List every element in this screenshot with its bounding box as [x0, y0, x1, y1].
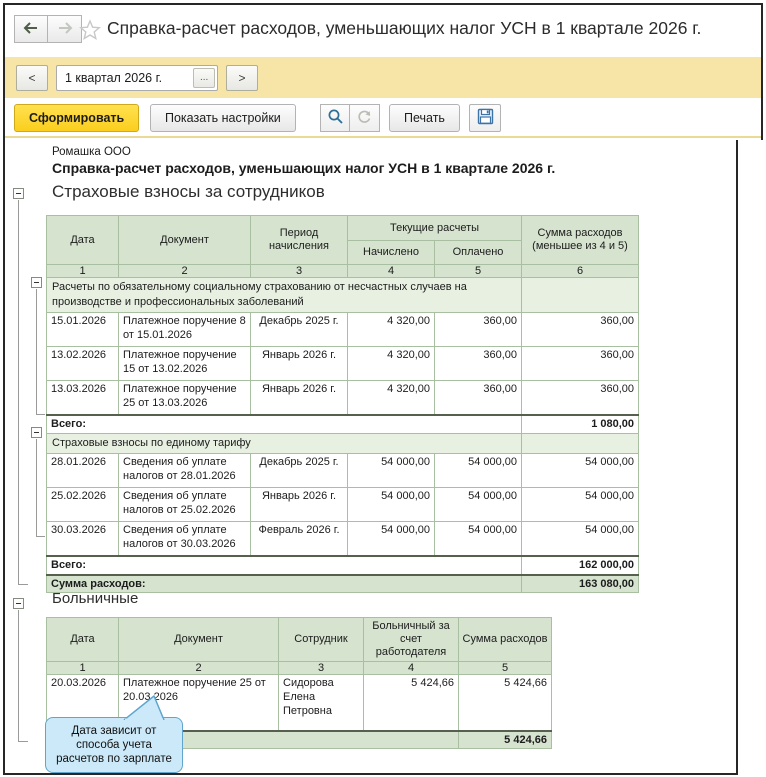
sum-value-cell: 163 080,00	[522, 575, 639, 593]
column-number: 3	[251, 265, 348, 278]
tree-line	[18, 741, 28, 742]
column-number: 1	[47, 662, 119, 675]
callout-bubble: Дата зависит от способа учета расчетов по зарплате	[45, 717, 183, 773]
find-next-button[interactable]	[350, 104, 380, 132]
tree-line	[18, 200, 19, 584]
date-cell: 20.03.2026	[47, 675, 119, 732]
period-next-button[interactable]: >	[226, 65, 258, 91]
back-button[interactable]	[14, 15, 48, 43]
period-cell: Январь 2026 г.	[251, 381, 348, 416]
document-cell: Сведения об уплате налогов от 25.02.2026	[119, 488, 251, 522]
column-number: 6	[522, 265, 639, 278]
col-header-current: Текущие расчеты	[348, 216, 522, 241]
column-number: 2	[119, 662, 279, 675]
contributions-table	[46, 215, 639, 593]
table-row	[47, 454, 639, 488]
group-header-row	[47, 434, 639, 454]
table-row	[47, 522, 639, 557]
paid-cell: 54 000,00	[435, 488, 522, 522]
accrued-cell: 4 320,00	[348, 347, 435, 381]
paid-cell: 54 000,00	[435, 522, 522, 557]
group-title-cell: Расчеты по обязательному социальному страхованию от несчастных случаев на производстве и профессиональных заболеваний	[47, 278, 522, 313]
date-cell: 25.02.2026	[47, 488, 119, 522]
collapse-group2-icon[interactable]	[31, 427, 42, 438]
arrow-left-icon	[22, 22, 40, 37]
paid-cell: 360,00	[435, 381, 522, 416]
search-icon	[327, 108, 344, 128]
sum-label-cell: Сумма расходов:	[47, 575, 522, 593]
paid-cell: 360,00	[435, 347, 522, 381]
amount-cell: 360,00	[522, 313, 639, 347]
total-label-cell: Всего:	[47, 415, 522, 434]
total-value-cell: 1 080,00	[522, 415, 639, 434]
table-row	[47, 381, 639, 416]
favorite-star-icon[interactable]	[79, 19, 101, 46]
group-empty-cell	[522, 434, 639, 454]
col-header-employee: Сотрудник	[279, 618, 364, 662]
column-numbers-row	[47, 265, 639, 278]
report-title: Справка-расчет расходов, уменьшающих налог УСН в 1 квартале 2026 г.	[52, 160, 556, 176]
date-cell: 13.03.2026	[47, 381, 119, 416]
search-button-group	[320, 104, 380, 132]
collapse-group1-icon[interactable]	[31, 277, 42, 288]
col-header-paid: Оплачено	[435, 241, 522, 265]
amount-cell: 360,00	[522, 347, 639, 381]
col-header-period: Период начисления	[251, 216, 348, 265]
column-number: 2	[119, 265, 251, 278]
date-cell: 13.02.2026	[47, 347, 119, 381]
tree-line	[36, 414, 45, 415]
group-title-cell: Страховые взносы по единому тарифу	[47, 434, 522, 454]
group-empty-cell	[522, 278, 639, 313]
period-bar	[5, 57, 761, 98]
amount-cell: 54 000,00	[522, 522, 639, 557]
accrued-cell: 54 000,00	[348, 454, 435, 488]
column-number: 5	[459, 662, 552, 675]
document-cell: Сведения об уплате налогов от 30.03.2026	[119, 522, 251, 557]
paid-cell: 360,00	[435, 313, 522, 347]
circular-arrow-icon	[356, 108, 373, 128]
section-heading-contributions: Страховые взносы за сотрудников	[52, 182, 325, 201]
col-header-document: Документ	[119, 216, 251, 265]
amount-cell: 360,00	[522, 381, 639, 416]
document-cell: Сведения об уплате налогов от 28.01.2026	[119, 454, 251, 488]
column-number: 1	[47, 265, 119, 278]
date-cell: 30.03.2026	[47, 522, 119, 557]
window-border-bottom	[3, 773, 738, 775]
print-button[interactable]: Печать	[389, 104, 460, 132]
document-cell: Платежное поручение 25 от 20.03.2026	[119, 675, 279, 732]
callout-tail	[118, 694, 170, 725]
show-settings-button[interactable]: Показать настройки	[150, 104, 296, 132]
table-row	[47, 313, 639, 347]
collapse-sickleave-icon[interactable]	[13, 598, 24, 609]
group-total-row	[47, 415, 639, 434]
collapse-contributions-icon[interactable]	[13, 188, 24, 199]
accrued-cell: 4 320,00	[348, 381, 435, 416]
page-title: Справка-расчет расходов, уменьшающих налог УСН в 1 квартале 2026 г.	[107, 18, 702, 38]
employee-cell: Сидорова Елена Петровна	[279, 675, 364, 732]
search-button[interactable]	[320, 104, 350, 132]
period-more-button[interactable]: ...	[193, 68, 215, 88]
period-cell: Декабрь 2025 г.	[251, 454, 348, 488]
date-cell: 15.01.2026	[47, 313, 119, 347]
company-name: Ромашка ООО	[52, 146, 131, 158]
accrued-cell: 54 000,00	[348, 488, 435, 522]
accrued-cell: 54 000,00	[348, 522, 435, 557]
forward-button[interactable]	[48, 15, 82, 43]
command-bar	[5, 98, 761, 138]
period-cell: Январь 2026 г.	[251, 347, 348, 381]
column-number: 5	[435, 265, 522, 278]
column-number: 4	[348, 265, 435, 278]
history-nav	[14, 15, 82, 43]
period-cell: Январь 2026 г.	[251, 488, 348, 522]
amount-cell: 54 000,00	[522, 488, 639, 522]
employer-part-cell: 5 424,66	[364, 675, 459, 732]
column-number: 3	[279, 662, 364, 675]
document-cell: Платежное поручение 15 от 13.02.2026	[119, 347, 251, 381]
amount-cell: 5 424,66	[459, 675, 552, 732]
col-header-amount: Сумма расходов (меньшее из 4 и 5)	[522, 216, 639, 265]
total-value-cell: 5 424,66	[459, 731, 552, 749]
amount-cell: 54 000,00	[522, 454, 639, 488]
document-cell: Платежное поручение 8 от 15.01.2026	[119, 313, 251, 347]
column-numbers-row	[47, 662, 552, 675]
tree-line	[18, 584, 28, 585]
report-area	[5, 140, 736, 773]
col-header-employer-part: Больничный за счет работодателя	[364, 618, 459, 662]
save-button[interactable]	[469, 104, 501, 132]
arrow-right-icon	[56, 22, 74, 37]
date-cell: 28.01.2026	[47, 454, 119, 488]
tree-line	[36, 289, 37, 414]
report-border-right	[736, 140, 738, 775]
col-header-date: Дата	[47, 618, 119, 662]
header-row	[47, 618, 552, 662]
table-row	[47, 488, 639, 522]
tree-line	[18, 610, 19, 741]
window-border-right	[761, 3, 763, 140]
period-prev-button[interactable]: <	[16, 65, 48, 91]
tree-line	[36, 536, 45, 537]
period-cell: Декабрь 2025 г.	[251, 313, 348, 347]
col-header-date: Дата	[47, 216, 119, 265]
accrued-cell: 4 320,00	[348, 313, 435, 347]
col-header-document: Документ	[119, 618, 279, 662]
group-total-row	[47, 556, 639, 575]
col-header-accrued: Начислено	[348, 241, 435, 265]
document-cell: Платежное поручение 25 от 13.03.2026	[119, 381, 251, 416]
table-row	[47, 347, 639, 381]
group-header-row	[47, 278, 639, 313]
period-value: 1 квартал 2026 г.	[65, 71, 163, 85]
floppy-disk-icon	[476, 107, 495, 129]
generate-button[interactable]: Сформировать	[14, 104, 139, 132]
total-label-cell: Всего:	[47, 556, 522, 575]
period-input[interactable]	[56, 65, 218, 91]
paid-cell: 54 000,00	[435, 454, 522, 488]
tree-line	[36, 439, 37, 536]
period-cell: Февраль 2026 г.	[251, 522, 348, 557]
total-value-cell: 162 000,00	[522, 556, 639, 575]
column-number: 4	[364, 662, 459, 675]
section-heading-sickleave: Больничные	[52, 590, 139, 607]
col-header-amount: Сумма расходов	[459, 618, 552, 662]
title-bar	[5, 5, 761, 57]
header-row	[47, 216, 639, 241]
